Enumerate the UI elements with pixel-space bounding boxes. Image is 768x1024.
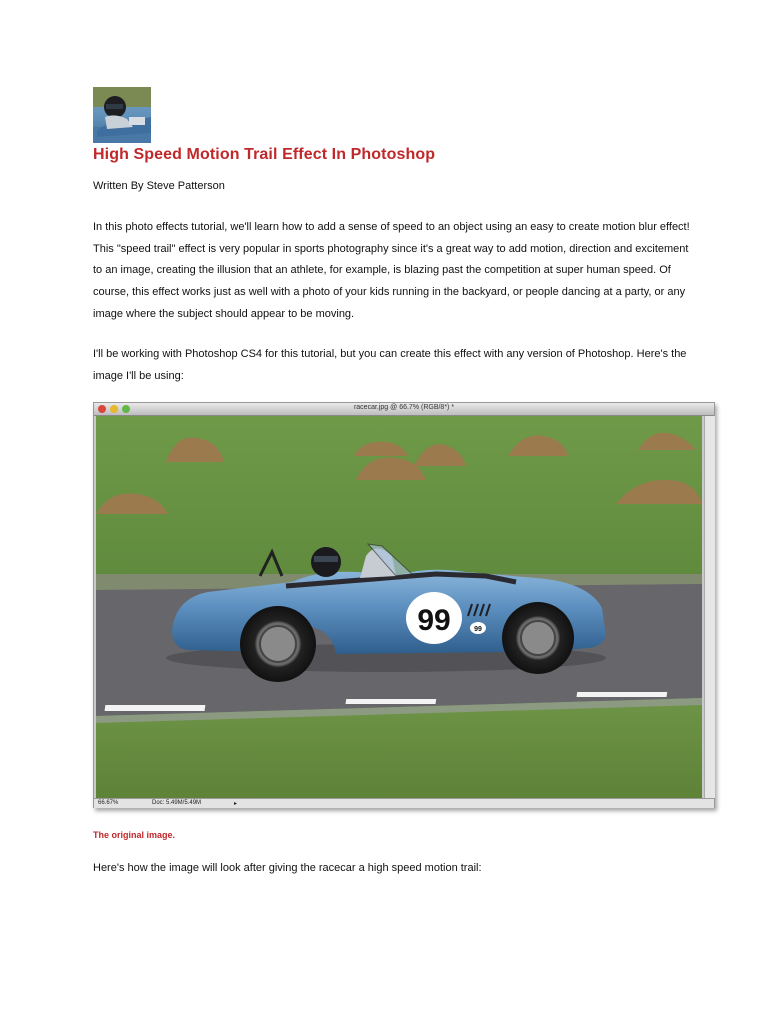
document-size: Doc: 5.49M/5.49M [152,800,202,806]
version-paragraph: I'll be working with Photoshop CS4 for this tutorial, but you can create this effect with any version of Photoshop. Here's the image I'll be using: [93,348,687,382]
status-bar [94,798,714,808]
after-paragraph: Here's how the image will look after giving the racecar a high speed motion trail: [93,862,482,874]
vertical-scrollbar[interactable] [704,416,715,798]
racecar-photo [96,416,702,798]
status-menu-arrow-icon[interactable]: ▸ [234,801,238,807]
zoom-level[interactable]: 66.67% [98,800,119,806]
car-number: 99 [417,604,451,637]
photoshop-document-window [93,402,715,808]
intro-paragraph: In this photo effects tutorial, we'll learn how to add a sense of speed to an object using an easy to create motion blur effect! This "speed trail" effect is very popular in sports photography since it's a great way to add motion, direction and excitement to an image, creating the illusion that an athlete, for example, is blazing past the competition at super human speed. Of course, this effect works just as well with a photo of your kids running in the backyard, or people dancing at a party, or any image where the subject should appear to be moving. [93,221,690,320]
author-thumbnail [93,87,151,143]
image-caption: The original image. [93,830,176,840]
author-byline: Written By Steve Patterson [93,180,225,192]
document-title: racecar.jpg @ 66.7% (RGB/8*) * [353,404,455,411]
window-titlebar[interactable] [94,403,714,416]
article-title: High Speed Motion Trail Effect In Photoshop [93,146,436,163]
car-small-number: 99 [474,626,482,633]
